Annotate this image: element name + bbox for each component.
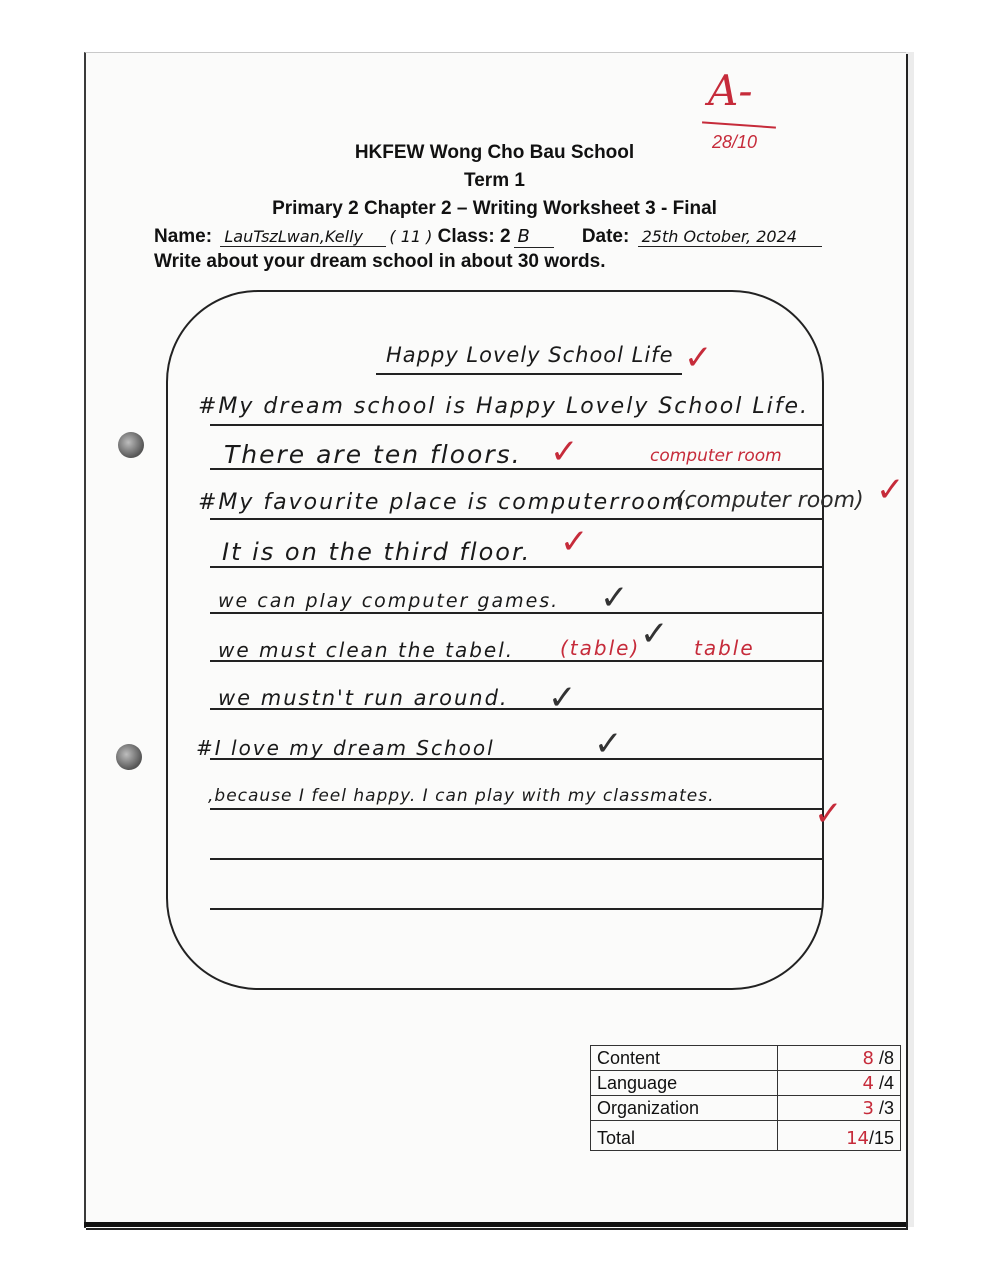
score-value: 14/15 bbox=[778, 1121, 901, 1151]
paper-bottom-edge bbox=[84, 1222, 906, 1227]
writing-line bbox=[210, 424, 822, 426]
worksheet-title: Primary 2 Chapter 2 – Writing Worksheet 3 - Final bbox=[272, 198, 717, 219]
term-label: Term 1 bbox=[464, 170, 525, 191]
student-info-row bbox=[154, 226, 825, 248]
writing-line bbox=[210, 612, 822, 614]
essay-line: #My dream school is Happy Lovely School Life. bbox=[198, 394, 810, 419]
score-value: 4 /4 bbox=[778, 1071, 901, 1096]
date-label: Date: bbox=[581, 226, 630, 247]
essay-line: It is on the third floor. bbox=[222, 538, 532, 566]
correction-text: (computer room) bbox=[676, 488, 864, 513]
writing-line bbox=[210, 518, 822, 520]
class-label: Class: 2 bbox=[437, 226, 511, 247]
essay-line: There are ten floors. bbox=[224, 440, 522, 469]
check-mark: ✓ bbox=[548, 678, 577, 718]
school-name: HKFEW Wong Cho Bau School bbox=[354, 142, 635, 163]
essay-line: we can play computer games. bbox=[218, 590, 560, 612]
score-category: Language bbox=[591, 1071, 778, 1096]
score-table bbox=[590, 1045, 901, 1151]
punch-hole-top bbox=[118, 432, 144, 458]
class-field[interactable]: B bbox=[514, 226, 554, 248]
score-row bbox=[591, 1121, 901, 1151]
correction-text: computer room bbox=[650, 446, 782, 466]
check-mark: ✓ bbox=[640, 614, 669, 654]
essay-line: we must clean the tabel. bbox=[218, 638, 515, 662]
correction-text: (table) bbox=[560, 636, 641, 660]
grade-mark: A- bbox=[708, 66, 753, 115]
score-value: 3 /3 bbox=[778, 1096, 901, 1121]
correction-text: table bbox=[694, 636, 755, 660]
essay-line: we mustn't run around. bbox=[218, 686, 509, 710]
essay-line: #I love my dream School bbox=[196, 736, 495, 760]
writing-line bbox=[210, 858, 822, 860]
check-mark: ✓ bbox=[876, 470, 905, 510]
check-mark: ✓ bbox=[600, 578, 629, 618]
writing-line bbox=[210, 908, 822, 910]
punch-hole-bottom bbox=[116, 744, 142, 770]
writing-line bbox=[210, 566, 822, 568]
check-mark: ✓ bbox=[594, 724, 623, 764]
score-category: Organization bbox=[591, 1096, 778, 1121]
name-label: Name: bbox=[154, 226, 213, 247]
check-mark: ✓ bbox=[560, 522, 589, 562]
name-field[interactable]: LauTszLwan,Kelly bbox=[220, 227, 386, 247]
score-category: Total bbox=[591, 1121, 778, 1151]
class-number: ( 11 ) bbox=[389, 227, 433, 246]
score-category: Content bbox=[591, 1046, 778, 1071]
check-mark: ✓ bbox=[814, 794, 843, 834]
title-underline bbox=[376, 373, 682, 375]
date-field[interactable]: 25th October, 2024 bbox=[638, 227, 822, 247]
writing-line bbox=[210, 808, 822, 810]
essay-title: Happy Lovely School Life bbox=[386, 343, 674, 367]
essay-line: ,because I feel happy. I can play with my classmates. bbox=[208, 786, 715, 806]
score-row bbox=[591, 1071, 901, 1096]
check-mark: ✓ bbox=[550, 432, 579, 472]
check-mark: ✓ bbox=[684, 338, 713, 378]
essay-line: #My favourite place is computerroom. bbox=[198, 490, 695, 515]
score-value: 8 /8 bbox=[778, 1046, 901, 1071]
score-row bbox=[591, 1096, 901, 1121]
writing-prompt: Write about your dream school in about 30 words. bbox=[154, 251, 606, 272]
score-row bbox=[591, 1046, 901, 1071]
grade-date: 28/10 bbox=[712, 132, 758, 152]
